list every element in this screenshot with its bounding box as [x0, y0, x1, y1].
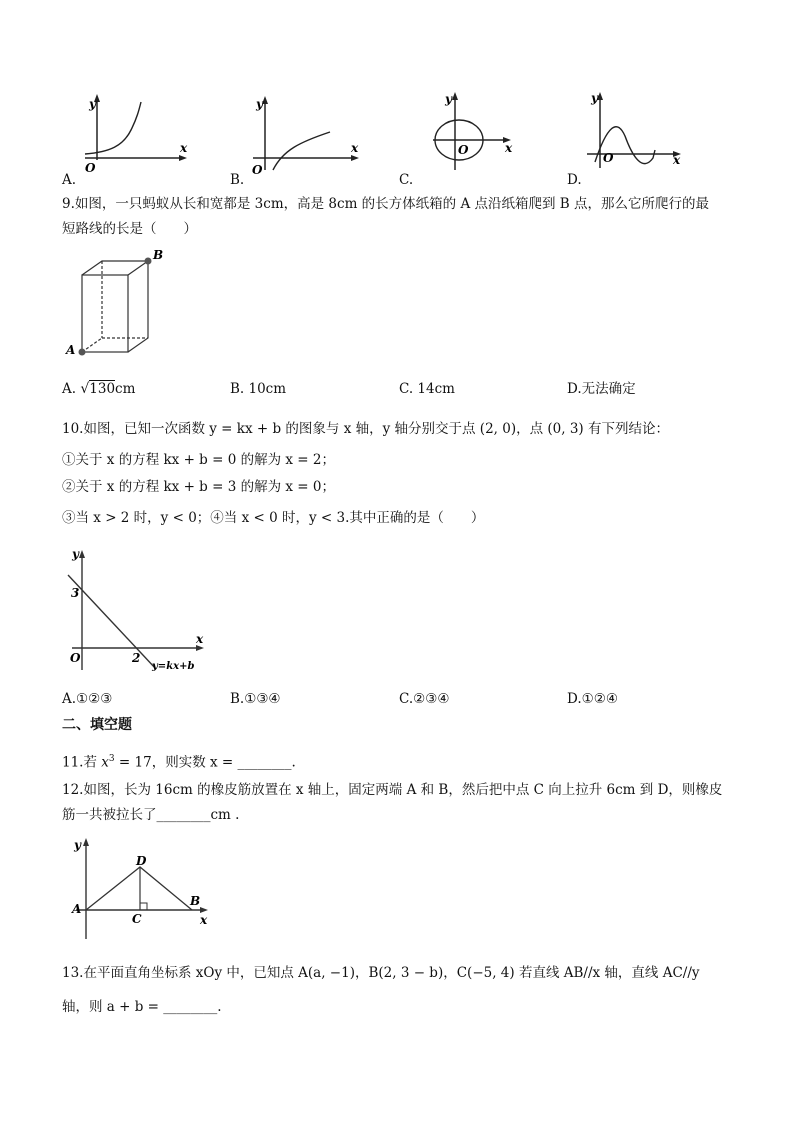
q10-option-b[interactable]: B.①③④ [230, 691, 281, 707]
q10-y-label: y [72, 547, 79, 561]
q10-graph [62, 545, 212, 675]
q10-conclusion-2: ②关于 x 的方程 kx + b = 3 的解为 x = 0； [62, 479, 335, 495]
graph-c-x-label: x [505, 141, 513, 155]
q12-label-b: B [190, 894, 201, 908]
q9-option-a-radicand: 130 [89, 381, 116, 397]
q8-option-d[interactable]: D. [567, 172, 582, 188]
graph-c-y-label: y [445, 92, 452, 106]
q12-line2: 筋一共被拉长了________cm . [62, 807, 240, 823]
q9-option-a-unit: cm [115, 381, 136, 397]
section-heading: 二、填空题 [62, 717, 132, 733]
q10-stem: 10.如图，已知一次函数 y = kx + b 的图象与 x 轴，y 轴分别交于点 (2, 0)，点 (0, 3) 有下列结论： [62, 421, 669, 437]
q11-exponent: 3 [108, 754, 115, 764]
graph-b-origin: O [252, 163, 263, 177]
graph-d [587, 91, 681, 168]
graph-b-y-label: y [256, 97, 263, 111]
q9-option-a[interactable] [62, 380, 135, 398]
q9-option-c[interactable]: C. 14cm [399, 381, 455, 397]
q12-y-label: y [74, 838, 81, 852]
graph-a-y-label: y [89, 97, 96, 111]
q10-conclusion-3: ③当 x > 2 时，y < 0；④当 x < 0 时，y < 3.其中正确的是（ ） [62, 510, 485, 526]
q9-label-b: B [153, 248, 164, 262]
q8-option-a[interactable]: A. [62, 172, 77, 188]
q10-option-a[interactable]: A.①②③ [62, 691, 113, 707]
q9-stem-line1: 9.如图，一只蚂蚁从长和宽都是 3cm，高是 8cm 的长方体纸箱的 A 点沿纸箱爬到 B 点，那么它所爬行的最 [62, 196, 709, 212]
q12-label-c: C [132, 912, 142, 926]
q10-option-c[interactable]: C.②③④ [399, 691, 450, 707]
q8-option-c[interactable]: C. [399, 172, 414, 188]
q10-y-tick-3: 3 [71, 586, 80, 600]
q10-line-label: y=kx+b [152, 661, 195, 672]
q10-origin: O [70, 651, 81, 665]
graph-d-y-label: y [591, 91, 598, 105]
q9-option-d[interactable]: D.无法确定 [567, 381, 636, 397]
q9-stem-line2: 短路线的长是（ ） [62, 221, 197, 237]
q10-x-label: x [196, 632, 204, 646]
graph-d-x-label: x [673, 153, 681, 167]
graph-a-origin: O [85, 161, 96, 175]
q12-x-label: x [200, 913, 208, 927]
q13-line1: 13.在平面直角坐标系 xOy 中，已知点 A(a, −1)，B(2, 3 − b)，C(−5, 4) 若直线 AB//x 轴，直线 AC//y [62, 965, 700, 981]
q11-prefix: 11.若 [62, 754, 102, 771]
linear-function-line [68, 575, 156, 669]
q12-label-d: D [136, 854, 147, 868]
q9-box-figure [62, 248, 172, 360]
q11-stem [62, 750, 296, 772]
q12-figure [62, 833, 222, 943]
graph-c-origin: O [458, 143, 469, 157]
q13-line2: 轴，则 a + b = ________. [62, 999, 222, 1015]
graph-c [433, 92, 513, 170]
q12-label-a: A [72, 902, 82, 916]
q10-x-tick-2: 2 [132, 651, 141, 665]
q10-option-d[interactable]: D.①②④ [567, 691, 618, 707]
q9-label-a: A [66, 343, 76, 357]
graph-d-origin: O [603, 151, 614, 165]
q10-conclusion-1: ①关于 x 的方程 kx + b = 0 的解为 x = 2； [62, 452, 335, 468]
q8-option-b[interactable]: B. [230, 172, 245, 188]
q11-base: x [101, 754, 109, 771]
q11-rest: = 17，则实数 x = ________. [114, 754, 296, 771]
point-b-dot [145, 258, 152, 265]
graph-b-x-label: x [351, 141, 359, 155]
graph-b [252, 96, 359, 177]
q12-line1: 12.如图，长为 16cm 的橡皮筋放置在 x 轴上，固定两端 A 和 B，然后把中点 C 向上拉升 6cm 到 D，则橡皮 [62, 782, 723, 798]
q9-option-a-prefix: A. [62, 381, 77, 397]
point-a-dot [79, 349, 86, 356]
graph-a-x-label: x [180, 141, 188, 155]
q9-option-b[interactable]: B. 10cm [230, 381, 287, 397]
sqrt-symbol: √ [80, 381, 90, 397]
graph-a [85, 94, 188, 175]
